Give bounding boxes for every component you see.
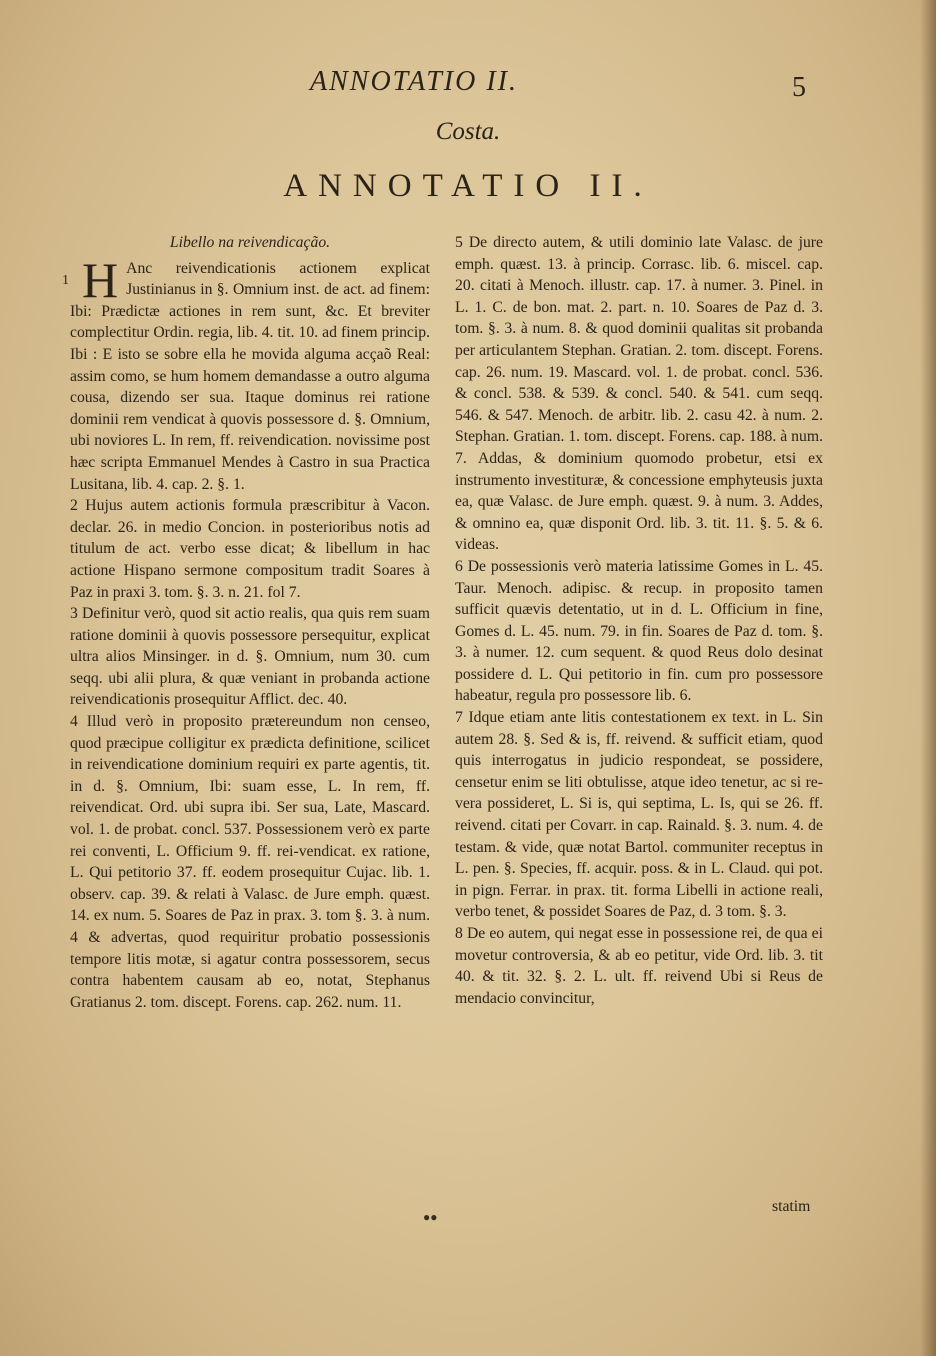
page-number: 5	[792, 72, 806, 103]
left-paragraph-3: 3 Definitur verò, quod sit actio realis, qua quis rem suam ratione dominii à quovis possessore persequitur, explicat ultra alios Minsinger. in d. §. Omnium, num 30. cum seqq. ubi alii plura, & quæ veniant in probanda actione reivendicationis prosequitur Afflict. dec. 40.	[70, 605, 430, 709]
place-name: Costa.	[435, 118, 501, 145]
paragraph-marker: 1	[62, 272, 69, 288]
left-paragraph-4: 4 Illud verò in proposito prætereundum non censeo, quod præcipue colligitur ex prædicta definitione, scilicet in reivendicatione dominium requiri ex parte agentis, tit. in d. §. Omnium, Ibi: suam esse, L. In rem, ff. reivendicat. Ord. ubi supra ibi. Ser sua, Late, Mascard. vol. 1. de probat. concl. 537. Possessionem verò ex parte rei conventi, L. Officium 9. ff. rei-vendicat. ex ratione, L. Qui petitorio 37. ff. eodem prosequitur Cujac. lib. 1. observ. cap. 39. & relati à Valasc. de Jure emph. quæst. 14. ex num. 5. Soares de Paz in prax. 3. tom §. 3. à num. 4 & advertas, quod requiritur probatio possessionis tempore litis motæ, si agatur contra possessorem, secus contra habentem causam ab eo, notat, Stephanus Gratianus 2. tom. discept. Forens. cap. 262. num. 11.	[70, 713, 430, 1011]
ornament-icon: ●●	[423, 1210, 438, 1224]
left-paragraph-1: Anc reivendicationis actionem explicat Justinianus in §. Omnium inst. de act. ad finem: Ibi: Prædictæ actiones in rem sunt, &c. Et breviter complectitur Ordin. regia, lib. 4. tit. 10. ad finem princip. Ibi : E isto se sobre ella he movida alguma acçaõ Real: assim como, se hum homem demandasse a outro alguma cousa, dizendo ser sua. Itaque dominus rei ratione dominii rem vendicat à quovis possessore d. §. Omnium, ubi noviores L. In rem, ff. reivendication. novissime post hæc scripta Emmanuel Mendes à Castro in sua Practica Lusitana, lib. 4. cap. 2. §. 1.	[70, 259, 430, 493]
subheading: Libello na reivendicação.	[169, 234, 331, 251]
running-head: ANNOTATIO II.	[310, 66, 518, 97]
catchword: statim	[772, 1198, 811, 1215]
right-paragraph-5: 5 De directo autem, & utili dominio late Valasc. de jure emph. quæst. 13. à princip. Corrasc. lib. 6. miscel. cap. 20. citati à Menoch. illustr. cap. 17. à numer. 3. Pinel. in L. 1. C. de bon. mat. 2. part. n. 10. Soares de Paz d. 3. tom. §. 3. à num. 8. & quod dominii qualitas sit probanda per articulantem Stephan. Gratian. 2. tom. discept. Forens. cap. 26. num. 19. Mascard. vol. 1. de probat. concl. 536. & concl. 538. & 539. & concl. 540. & 541. cum seqq. 546. & 547. Menoch. de arbitr. lib. 2. casu 42. à num. 2. Stephan. Gratian. 1. tom. discept. Forens. cap. 188. à num. 7. Addas, & dominium quomodo probetur, etsi ex instrumento investituræ, & concessione emphyteusis juxta ea, quæ Valasc. de Jure emph. quæst. 9. à num. 3. Addes, & omnino ea, quæ disponit Ord. lib. 3. tit. 11. §. 5. & 6. videas.	[455, 234, 823, 554]
right-paragraph-8: 8 De eo autem, qui negat esse in possessione rei, de qua ei movetur controversia, & ab eo petitur, vide Ord. lib. 3. tit 40. & tit. 32. §. 2. L. ult. ff. reivend Ubi si Reus de mendacio convincitur,	[455, 925, 823, 1007]
right-paragraph-6: 6 De possessionis verò materia latissime Gomes in L. 45. Taur. Menoch. adipisc. & recup. in proposito tamen sufficit quævis detentatio, ut in d. L. Officium in fine, Gomes d. L. 45. num. 79. in fin. Soares de Paz d. tom. §. 3. à numer. 12. cum sequent. & quod Reus dolo desinat possidere d. L. Qui petitorio in fin. cum pro possessore habeatur, regula pro possessore lib. 6.	[455, 557, 823, 705]
right-paragraph-7: 7 Idque etiam ante litis contestationem ex text. in L. Sin autem 28. §. Sed & is, ff. reivend. & sufficit etiam, quod quis interrogatus in judicio respondeat, se possidere, censetur enim se liti obtulisse, atque ideo tenetur, ac si re-vera possideret, L. Si is, qui septima, L. Is, qui se 26. ff. reivend. citati per Covarr. in cap. Rainald. §. 3. num. 4. de testam. & vide, quæ notat Bartol. communiter receptus in L. pen. §. Species, ff. acquir. poss. & in L. Claud. qui pot. in pign. Ferrar. in prax. tit. forma Libelli in actione reali, verbo tenet, & possidet Soares de Paz, d. 3 tom. §. 3.	[455, 709, 823, 921]
left-paragraph-2: 2 Hujus autem actionis formula præscribitur à Vacon. declar. 26. in medio Concion. in posterioribus notis ad titulum de act. verbo esse dicat; & libellum in hac actione Hispano sermone compositum tradit Soares à Paz in praxi 3. tom. §. 3. n. 21. fol 7.	[70, 497, 430, 601]
left-column	[62, 232, 430, 1013]
section-heading: ANNOTATIO II.	[283, 168, 653, 204]
right-column	[455, 232, 823, 1009]
drop-capital: H	[82, 251, 119, 308]
